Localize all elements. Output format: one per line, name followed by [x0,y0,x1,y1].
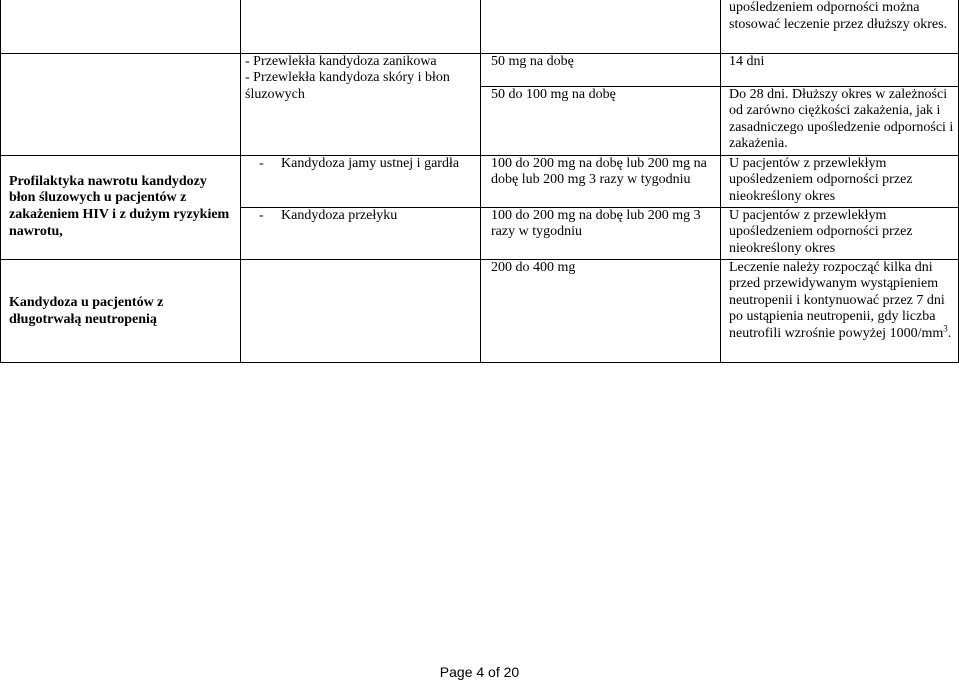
dose-text: 100 do 200 mg na dobę lub 200 mg na dobę lub 200 mg 3 razy w tygodniu [491,155,707,188]
table-row [1,155,959,207]
indication-group-cell [1,155,241,259]
cell-empty [241,259,481,362]
duration-cell [721,53,959,86]
indication-item [245,156,476,173]
superscript: 3 [943,323,948,334]
indication-item [245,208,476,225]
dose-cell [481,86,721,155]
indication-cell [241,207,481,259]
indication-group-label: Profilaktyka nawrotu kandydozy błon śluzowych u pacjentów z zakażeniem HIV i z dużym ryzykiem nawrotu, [9,173,230,239]
indication-text: Kandydoza przełyku [281,207,398,223]
table-row [1,53,959,86]
dose-text: 50 do 100 mg na dobę [491,86,616,102]
duration-cell [721,0,959,53]
table-row [1,259,959,362]
indication-item [245,70,476,103]
cell-empty [241,0,481,53]
list-dash: - [259,207,264,223]
indication-group-label: Kandydoza u pacjentów z długotrwałą neutropenią [9,295,164,327]
cell-empty [1,86,241,155]
list-dash: - [259,155,264,171]
duration-text: U pacjentów z przewlekłym upośledzeniem odporności przez nieokreślony okres [729,155,913,204]
indication-text: Kandydoza jamy ustnej i gardła [281,155,460,171]
indication-text: - Przewlekła kandydoza skóry i błon śluzowych [245,70,450,102]
table-row [1,0,959,53]
cell-empty [1,0,241,53]
duration-cell [721,207,959,259]
duration-cell [721,155,959,207]
duration-cell [721,86,959,155]
duration-text: Leczenie należy rozpocząć kilka dni przed przewidywanym wystąpieniem neutropenii i kontynuować przez 7 dni po ustąpienia neutropenii, gdy liczba neutrofili wzrośnie powyżej 1000/mm [729,259,945,341]
duration-cell [721,259,959,362]
page-footer [0,664,959,681]
duration-text: U pacjentów z przewlekłym upośledzeniem odporności przez nieokreślony okres [729,207,913,256]
duration-text: 14 dni [729,53,765,69]
cell-empty [1,53,241,86]
duration-text: Do 28 dni. Dłuższy okres w zależności od zarówno ciężkości zakażenia, jak i zasadniczego upośledzenie odporności i zakażenia. [729,86,954,152]
dose-text: 200 do 400 mg [491,259,576,275]
dose-text: 50 mg na dobę [491,53,574,69]
indication-item [245,54,476,71]
page-number: Page 4 of 20 [439,664,520,680]
cell-empty [481,0,721,53]
dose-cell [481,259,721,362]
dose-cell [481,207,721,259]
duration-end: . [947,325,952,341]
indication-group-cell [1,259,241,362]
indication-cell [241,155,481,207]
indication-cell [241,53,481,155]
indication-text: - Przewlekła kandydoza zanikowa [245,53,437,69]
dose-cell [481,53,721,86]
dose-cell [481,155,721,207]
dose-text: 100 do 200 mg na dobę lub 200 mg 3 razy w tygodniu [491,207,701,240]
duration-text: upośledzeniem odporności można stosować leczenie przez dłuższy okres. [729,0,948,32]
